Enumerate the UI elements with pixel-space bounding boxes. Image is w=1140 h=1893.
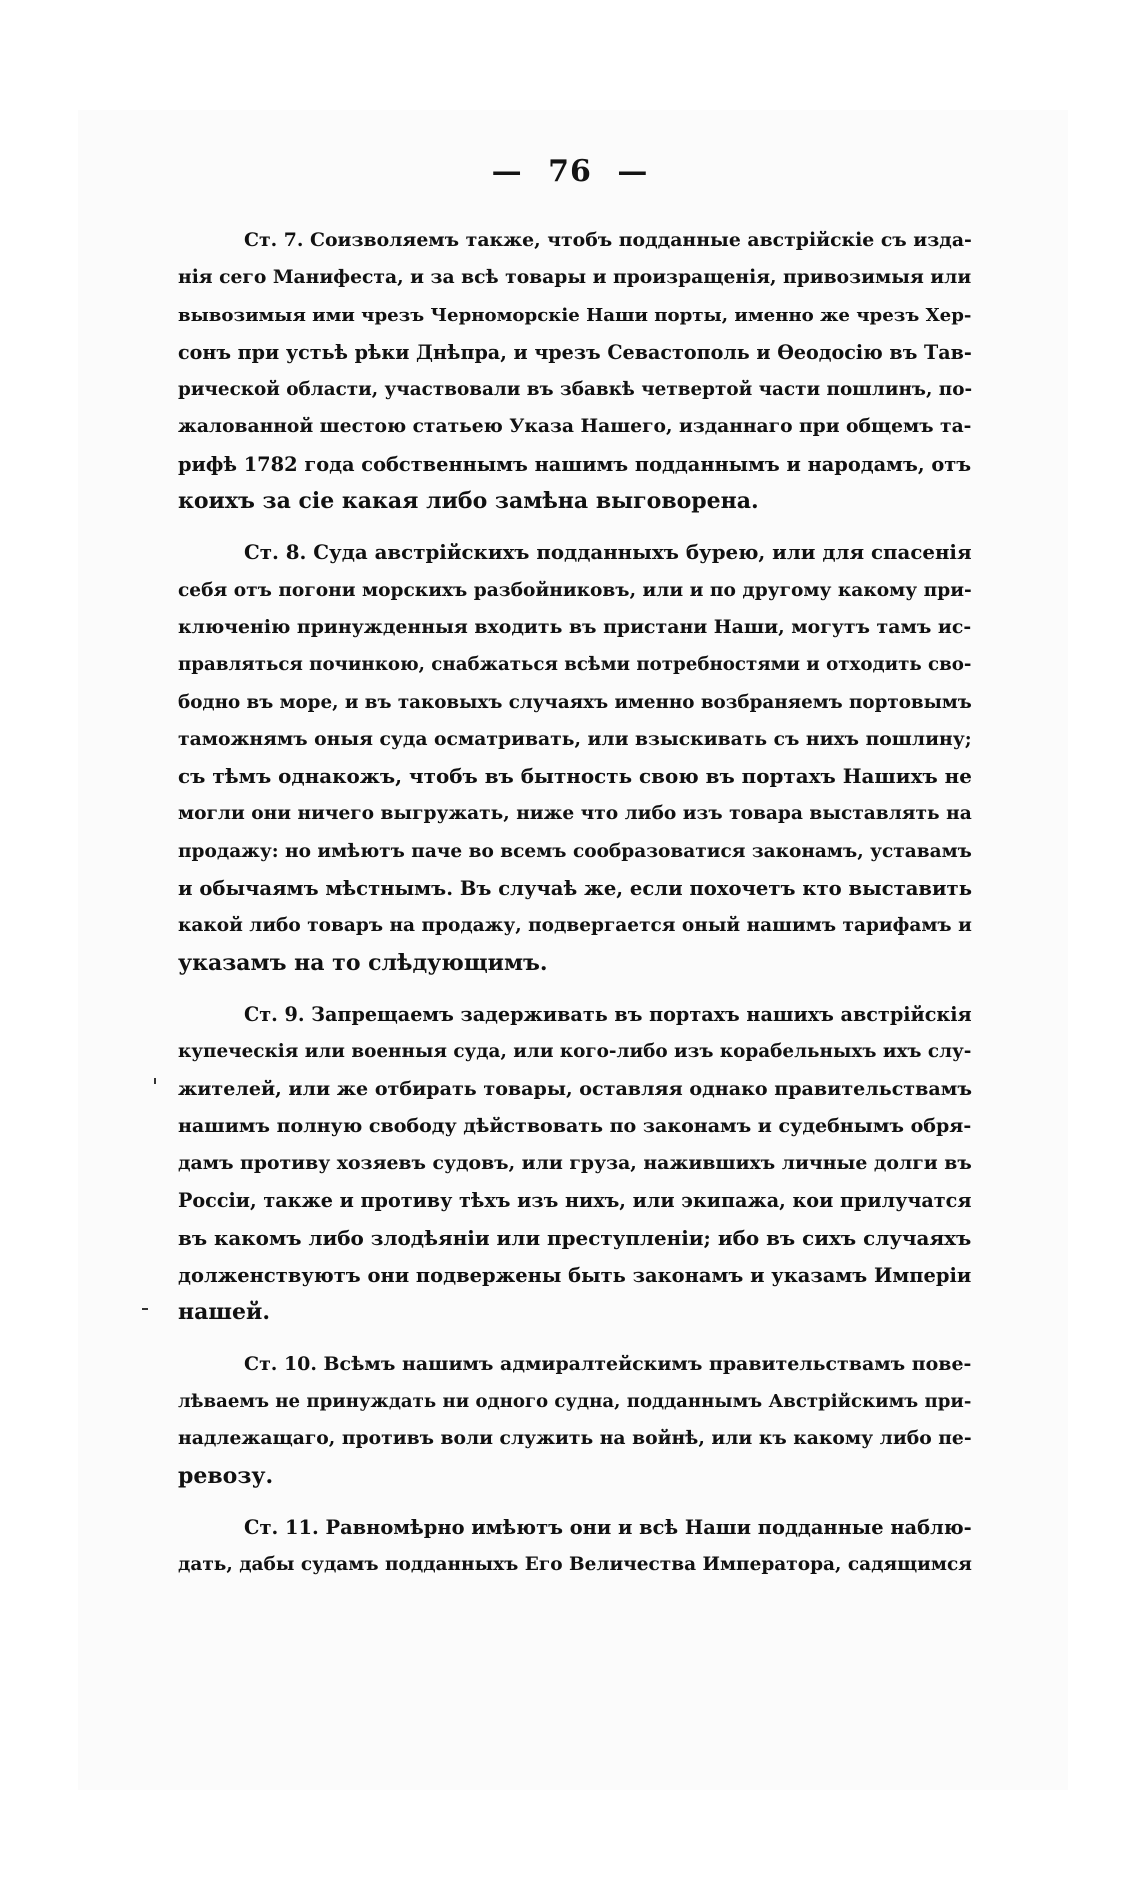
article-8 bbox=[178, 534, 972, 982]
paragraph-gap bbox=[178, 1495, 972, 1509]
text-line: сонъ при устьѣ рѣки Днѣпра, и чрезъ Севастополь и Ѳеодосію въ Тав- bbox=[178, 340, 972, 364]
text-line: Ст. 8. Суда австрійскихъ подданныхъ бурею, или для спасенія bbox=[244, 540, 972, 565]
header-right-dash: — bbox=[617, 154, 649, 189]
paragraph-gap bbox=[178, 520, 972, 534]
text-line: указамъ на то слѣдующимъ. bbox=[178, 949, 548, 976]
paragraph-gap bbox=[178, 982, 972, 996]
text-line: Ст. 11. Равномѣрно имѣютъ они и всѣ Наши подданные наблю- bbox=[244, 1515, 972, 1539]
text-line: могли они ничего выгружать, ниже что либо изъ товара выставлять на bbox=[178, 803, 972, 825]
text-line: въ какомъ либо злодѣяніи или преступленіи; ибо въ сихъ случаяхъ bbox=[178, 1225, 972, 1250]
page-number: 76 bbox=[548, 154, 592, 189]
text-line: долженствуютъ они подвержены быть законамъ и указамъ Имперіи bbox=[178, 1264, 972, 1288]
scan-speck bbox=[142, 1308, 148, 1310]
text-line: рической области, участвовали въ збавкѣ четвертой части пошлинъ, по- bbox=[178, 379, 973, 401]
text-line: нашимъ полную свободу дѣйствовать по законамъ и судебнымъ обря- bbox=[178, 1114, 972, 1137]
text-line: вывозимыя ими чрезъ Черноморскіе Наши порты, именно же чрезъ Хер- bbox=[178, 304, 972, 326]
text-line: жалованной шестою статьею Указа Нашего, изданнаго при общемъ та- bbox=[178, 415, 972, 438]
text-line: надлежащаго, противъ воли служить на войнѣ, или къ какому либо пе- bbox=[178, 1427, 972, 1450]
text-line: рифѣ 1782 года собственнымъ нашимъ подданнымъ и народамъ, отъ bbox=[178, 452, 972, 476]
paragraph-gap bbox=[178, 1332, 972, 1346]
text-line: ключенію принужденныя входить въ пристани Наши, могутъ тамъ ис- bbox=[178, 615, 972, 638]
article-9 bbox=[178, 996, 972, 1332]
text-line: продажу: но имѣютъ паче во всемъ сообразоватися законамъ, уставамъ bbox=[178, 840, 972, 862]
text-line: бодно въ море, и въ таковыхъ случаяхъ именно возбраняемъ портовымъ bbox=[178, 691, 972, 713]
text-line: коихъ за сіе какая либо замѣна выговорена. bbox=[178, 488, 759, 515]
article-10 bbox=[178, 1346, 972, 1495]
page-header bbox=[0, 154, 1140, 189]
text-line: Ст. 7. Соизволяемъ также, чтобъ подданные австрійскіе съ изда- bbox=[244, 229, 972, 251]
text-line: съ тѣмъ однакожъ, чтобъ въ бытность свою въ портахъ Нашихъ не bbox=[178, 764, 972, 789]
scan-speck bbox=[154, 1078, 156, 1084]
text-line: Ст. 10. Всѣмъ нашимъ адмиралтейскимъ правительствамъ пове- bbox=[244, 1352, 972, 1375]
text-line: нія сего Манифеста, и за всѣ товары и произращенія, привозимыя или bbox=[178, 266, 972, 289]
header-left-dash: — bbox=[491, 154, 523, 189]
text-line: нашей. bbox=[178, 1299, 270, 1326]
text-line: себя отъ погони морскихъ разбойниковъ, или и по другому какому при- bbox=[178, 579, 972, 601]
text-line: жителей, или же отбирать товары, оставляя однако правительствамъ bbox=[178, 1077, 972, 1100]
body-text bbox=[178, 222, 972, 1583]
text-line: дать, дабы судамъ подданныхъ Его Величества Императора, садящимся bbox=[178, 1554, 972, 1576]
text-line: купеческія или военныя суда, или кого-либо изъ корабельныхъ ихъ слу- bbox=[178, 1041, 972, 1063]
text-line: лѣваемъ не принуждать ни одного судна, подданнымъ Австрійскимъ при- bbox=[178, 1390, 972, 1412]
article-11 bbox=[178, 1509, 972, 1584]
text-line: Ст. 9. Запрещаемъ задерживать въ портахъ нашихъ австрійскія bbox=[244, 1002, 972, 1026]
article-7 bbox=[178, 222, 972, 520]
text-line: таможнямъ оныя суда осматривать, или взыскивать съ нихъ пошлину; bbox=[178, 727, 972, 750]
text-line: Россіи, также и противу тѣхъ изъ нихъ, или экипажа, кои прилучатся bbox=[178, 1189, 972, 1213]
text-line: и обычаямъ мѣстнымъ. Въ случаѣ же, если похочетъ кто выставить bbox=[178, 877, 972, 901]
text-line: какой либо товаръ на продажу, подвергается оный нашимъ тарифамъ и bbox=[178, 915, 972, 937]
text-line: дамъ противу хозяевъ судовъ, или груза, нажившихъ личные долги въ bbox=[178, 1152, 972, 1175]
text-line: правляться починкою, снабжаться всѣми потребностями и отходить сво- bbox=[178, 654, 972, 676]
text-line: ревозу. bbox=[178, 1462, 274, 1489]
